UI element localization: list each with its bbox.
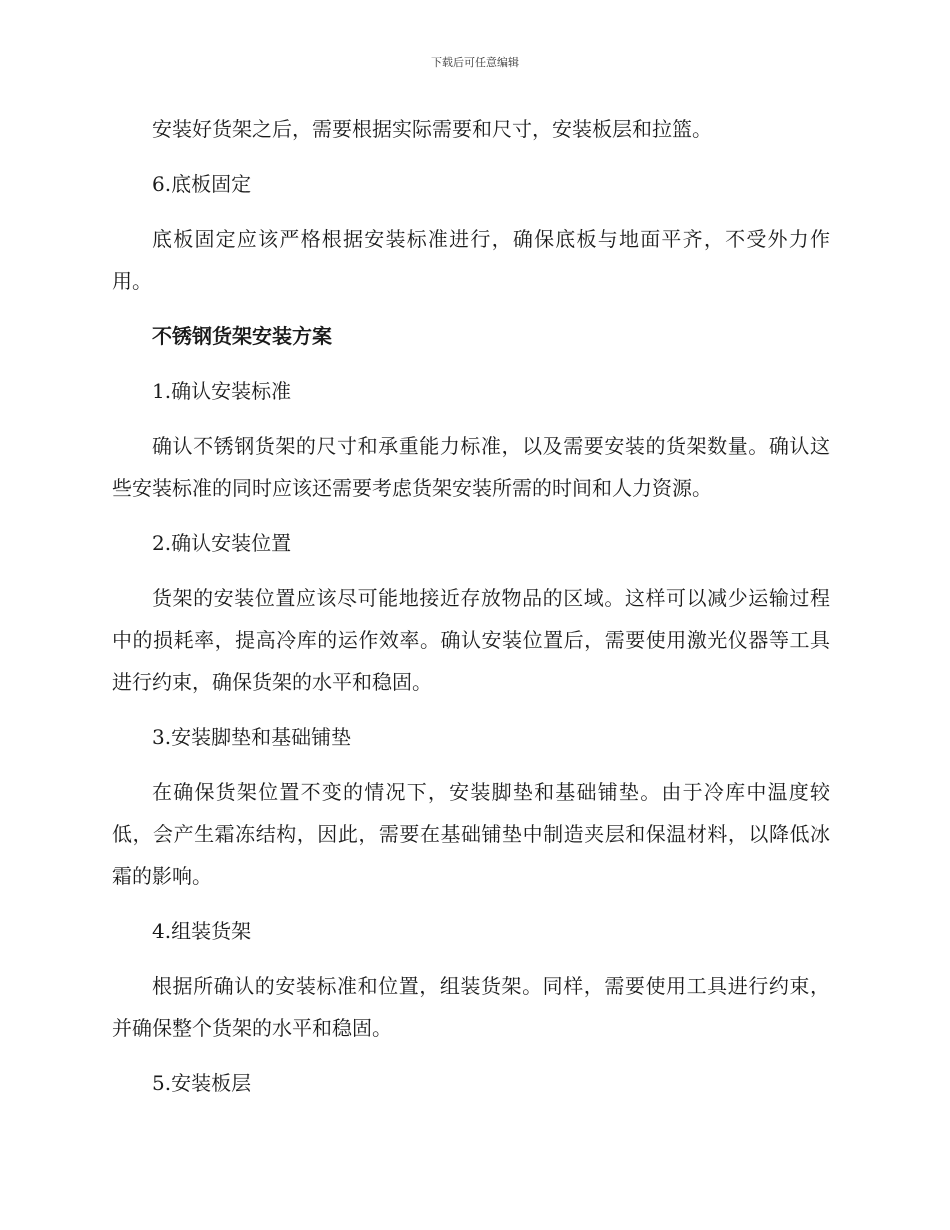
paragraph-install-shelves: 安装好货架之后，需要根据实际需要和尺寸，安装板层和拉篮。 bbox=[152, 117, 712, 141]
section-title: 不锈钢货架安装方案 bbox=[152, 324, 332, 348]
document-body bbox=[112, 108, 830, 1117]
paragraph-floor-fixing: 底板固定应该严格根据安装标准进行，确保底板与地面平齐，不受外力作用。 bbox=[112, 227, 830, 293]
heading-install-layers: 5.安装板层 bbox=[152, 1071, 252, 1095]
page-header: 下载后可任意编辑 bbox=[431, 56, 519, 69]
heading-install-pads: 3.安装脚垫和基础铺垫 bbox=[152, 725, 352, 749]
heading-confirm-location: 2.确认安装位置 bbox=[152, 531, 292, 555]
heading-assemble-shelves: 4.组装货架 bbox=[152, 919, 252, 943]
paragraph-confirm-location: 货架的安装位置应该尽可能地接近存放物品的区域。这样可以减少运输过程中的损耗率，提高冷库的运作效率。确认安装位置后，需要使用激光仪器等工具进行约束，确保货架的水平和稳固。 bbox=[112, 586, 830, 694]
paragraph-install-pads: 在确保货架位置不变的情况下，安装脚垫和基础铺垫。由于冷库中温度较低，会产生霜冻结构，因此，需要在基础铺垫中制造夹层和保温材料，以降低冰霜的影响。 bbox=[112, 780, 830, 888]
paragraph-confirm-standard: 确认不锈钢货架的尺寸和承重能力标准，以及需要安装的货架数量。确认这些安装标准的同时应该还需要考虑货架安装所需的时间和人力资源。 bbox=[112, 434, 830, 500]
heading-floor-fixing: 6.底板固定 bbox=[152, 172, 252, 196]
paragraph-assemble-shelves: 根据所确认的安装标准和位置，组装货架。同样，需要使用工具进行约束，并确保整个货架的水平和稳固。 bbox=[112, 974, 830, 1040]
heading-confirm-standard: 1.确认安装标准 bbox=[152, 379, 292, 403]
